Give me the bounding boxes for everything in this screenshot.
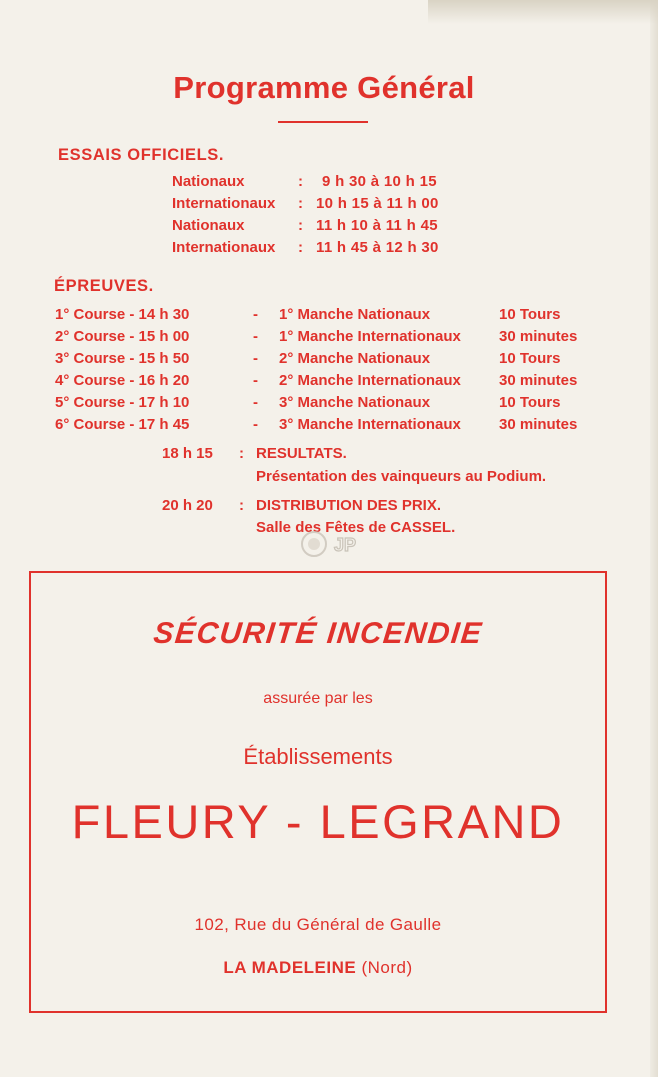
ad-city-line (29, 958, 607, 978)
ad-establishments: Établissements (243, 744, 393, 769)
course-separator: - (253, 306, 258, 323)
course-duration: 10 Tours (499, 306, 561, 323)
results-separator: : (239, 445, 244, 462)
prizes-time: 20 h 20 (162, 497, 213, 514)
course-duration: 10 Tours (499, 394, 561, 411)
jp-watermark-logo (298, 527, 356, 561)
course-time: 1° Course - 14 h 30 (55, 306, 190, 323)
essai-name: Nationaux (172, 217, 245, 234)
course-manche: 3° Manche Internationaux (279, 416, 461, 433)
course-time: 5° Course - 17 h 10 (55, 394, 190, 411)
course-time: 2° Course - 15 h 00 (55, 328, 190, 345)
course-duration: 30 minutes (499, 372, 578, 389)
essai-separator: : (298, 195, 303, 212)
results-heading: RESULTATS. (256, 445, 347, 462)
course-separator: - (253, 328, 258, 345)
essai-time: 10 h 15 à 11 h 00 (316, 195, 439, 212)
course-time: 3° Course - 15 h 50 (55, 350, 190, 367)
essai-time: 11 h 10 à 11 h 45 (316, 217, 438, 234)
essai-name: Internationaux (172, 195, 276, 212)
course-manche: 2° Manche Internationaux (279, 372, 461, 389)
course-time: 6° Course - 17 h 45 (55, 416, 190, 433)
prizes-detail: Salle des Fêtes de CASSEL. (256, 519, 456, 536)
page-fold-shadow (650, 0, 658, 1077)
essai-time: 9 h 30 à 10 h 15 (322, 173, 437, 190)
paper-edge-stain (428, 0, 658, 24)
results-detail: Présentation des vainqueurs au Podium. (256, 468, 547, 485)
course-separator: - (253, 350, 258, 367)
ad-address: 102, Rue du Général de Gaulle (194, 915, 442, 934)
watermark-text: JP (334, 535, 356, 555)
results-time: 18 h 15 (162, 445, 213, 462)
epreuves-heading: ÉPREUVES. (54, 277, 154, 295)
course-manche: 3° Manche Nationaux (279, 394, 431, 411)
essai-separator: : (298, 173, 303, 190)
ad-city: LA MADELEINE (223, 958, 357, 977)
ad-region: (Nord) (361, 958, 413, 977)
page-title: Programme Général (173, 70, 475, 105)
prizes-heading: DISTRIBUTION DES PRIX. (256, 497, 442, 514)
course-manche: 1° Manche Internationaux (279, 328, 461, 345)
ad-heading: SÉCURITÉ INCENDIE (151, 617, 485, 650)
course-duration: 30 minutes (499, 328, 578, 345)
essai-separator: : (298, 239, 303, 256)
essai-name: Internationaux (172, 239, 276, 256)
ad-subtitle: assurée par les (263, 690, 373, 707)
course-separator: - (253, 394, 258, 411)
essai-time: 11 h 45 à 12 h 30 (316, 239, 439, 256)
course-manche: 1° Manche Nationaux (279, 306, 431, 323)
essai-name: Nationaux (172, 173, 245, 190)
title-underline (278, 121, 368, 123)
essai-separator: : (298, 217, 303, 234)
course-duration: 30 minutes (499, 416, 578, 433)
course-time: 4° Course - 16 h 20 (55, 372, 190, 389)
essais-heading: ESSAIS OFFICIELS. (58, 146, 225, 164)
course-manche: 2° Manche Nationaux (279, 350, 431, 367)
course-separator: - (253, 372, 258, 389)
prizes-separator: : (239, 497, 244, 514)
course-separator: - (253, 416, 258, 433)
course-duration: 10 Tours (499, 350, 561, 367)
ad-company-name: FLEURY - LEGRAND (71, 795, 565, 848)
